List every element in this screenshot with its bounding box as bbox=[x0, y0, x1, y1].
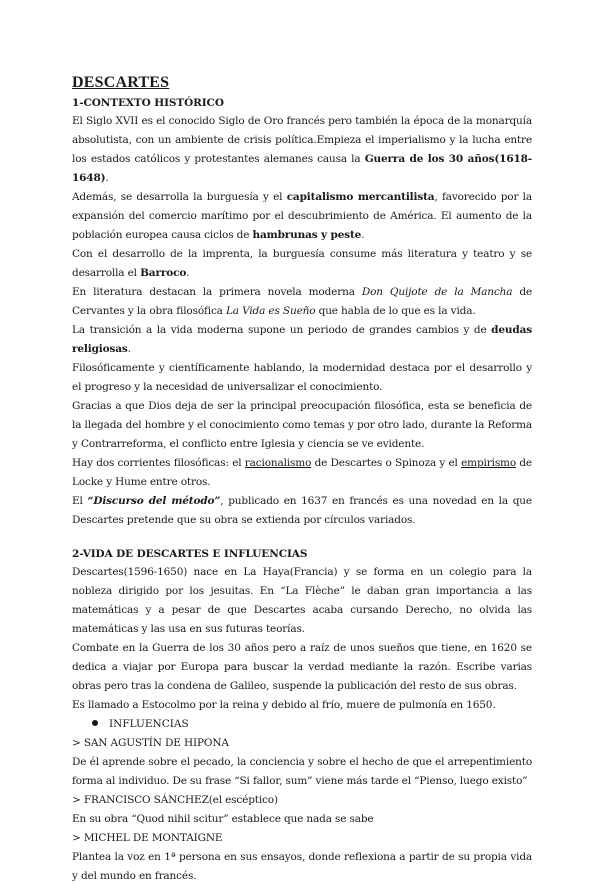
paragraph: Filosóficamente y científicamente hablando, la modernidad destaca por el desarrollo y el progreso y la necesidad de universalizar el conocimiento. bbox=[72, 362, 532, 393]
paragraph: Descartes(1596-1650) nace en La Haya(Francia) y se forma en un colegio para la nobleza dirigido por los jesuitas. En “La Flèche” le daban gran importancia a las matemáticas y a pesar de que Descartes acaba cursando Derecho, no olvida las matemáticas y las usa en sus futuras teorías. bbox=[72, 566, 532, 635]
section-heading-vida: 2-VIDA DE DESCARTES E INFLUENCIAS bbox=[72, 548, 308, 560]
paragraph: De él aprende sobre el pecado, la conciencia y sobre el hecho de que el arrepentimiento forma al individuo. De su frase “Si fallor, sum” viene más tarde el “Pienso, luego existo” bbox=[72, 756, 532, 787]
paragraph: El “Discurso del método”, publicado en 1637 en francés es una novedad en la que Descartes pretende que su obra se extienda por círculos variados. bbox=[72, 495, 532, 526]
paragraph: Es llamado a Estocolmo por la reina y debido al frío, muere de pulmonía en 1650. bbox=[72, 699, 496, 711]
paragraph: Hay dos corrientes filosóficas: el racionalismo de Descartes o Spinoza y el empirismo de Locke y Hume entre otros. bbox=[72, 457, 532, 488]
section-heading-contexto: 1-CONTEXTO HISTÓRICO bbox=[72, 97, 224, 109]
paragraph: En literatura destacan la primera novela moderna Don Quijote de la Mancha de Cervantes y la obra filosófica La Vida es Sueño que habla de lo que es la vida. bbox=[72, 286, 532, 317]
paragraph: El Siglo XVII es el conocido Siglo de Oro francés pero también la época de la monarquía absolutista, con un ambiente de crisis política.Empieza el imperialismo y la lucha entre los estados católicos y protestantes alemanes causa la Guerra de los 30 años(1618-1648). bbox=[72, 115, 532, 184]
influence-title: > SAN AGUSTÍN DE HIPONA bbox=[72, 737, 229, 749]
bullet-icon bbox=[92, 720, 98, 726]
paragraph: Plantea la voz en 1ª persona en sus ensayos, donde reflexiona a partir de su propia vida y del mundo en francés. bbox=[72, 851, 532, 882]
paragraph: Gracias a que Dios deja de ser la principal preocupación filosófica, esta se beneficia de la llegada del hombre y el conocimiento como temas y por otro lado, durante la Reforma y Contrarreforma, el conflicto entre Iglesia y ciencia se ve evidente. bbox=[72, 400, 532, 450]
paragraph: En su obra “Quod nihil scitur” establece que nada se sabe bbox=[72, 813, 374, 825]
influence-title: > MICHEL DE MONTAIGNE bbox=[72, 832, 223, 844]
bullet-influencias: INFLUENCIAS bbox=[72, 715, 532, 734]
document-title: DESCARTES bbox=[72, 74, 170, 91]
paragraph: Con el desarrollo de la imprenta, la burguesía consume más literatura y teatro y se desarrolla el Barroco. bbox=[72, 248, 532, 279]
paragraph: La transición a la vida moderna supone un periodo de grandes cambios y de deudas religiosas. bbox=[72, 324, 532, 355]
paragraph: Además, se desarrolla la burguesía y el capitalismo mercantilista, favorecido por la expansión del comercio marítimo por el descubrimiento de América. El aumento de la población europea causa ciclos de hambrunas y peste. bbox=[72, 191, 532, 241]
paragraph: Combate en la Guerra de los 30 años pero a raíz de unos sueños que tiene, en 1620 se dedica a viajar por Europa para buscar la verdad mediante la razón. Escribe varias obras pero tras la condena de Galileo, suspende la publicación del resto de sus obras. bbox=[72, 642, 532, 692]
document-page bbox=[72, 74, 532, 886]
section-gap bbox=[72, 530, 532, 548]
influence-title: > FRANCISCO SÁNCHEZ(el escéptico) bbox=[72, 794, 278, 806]
